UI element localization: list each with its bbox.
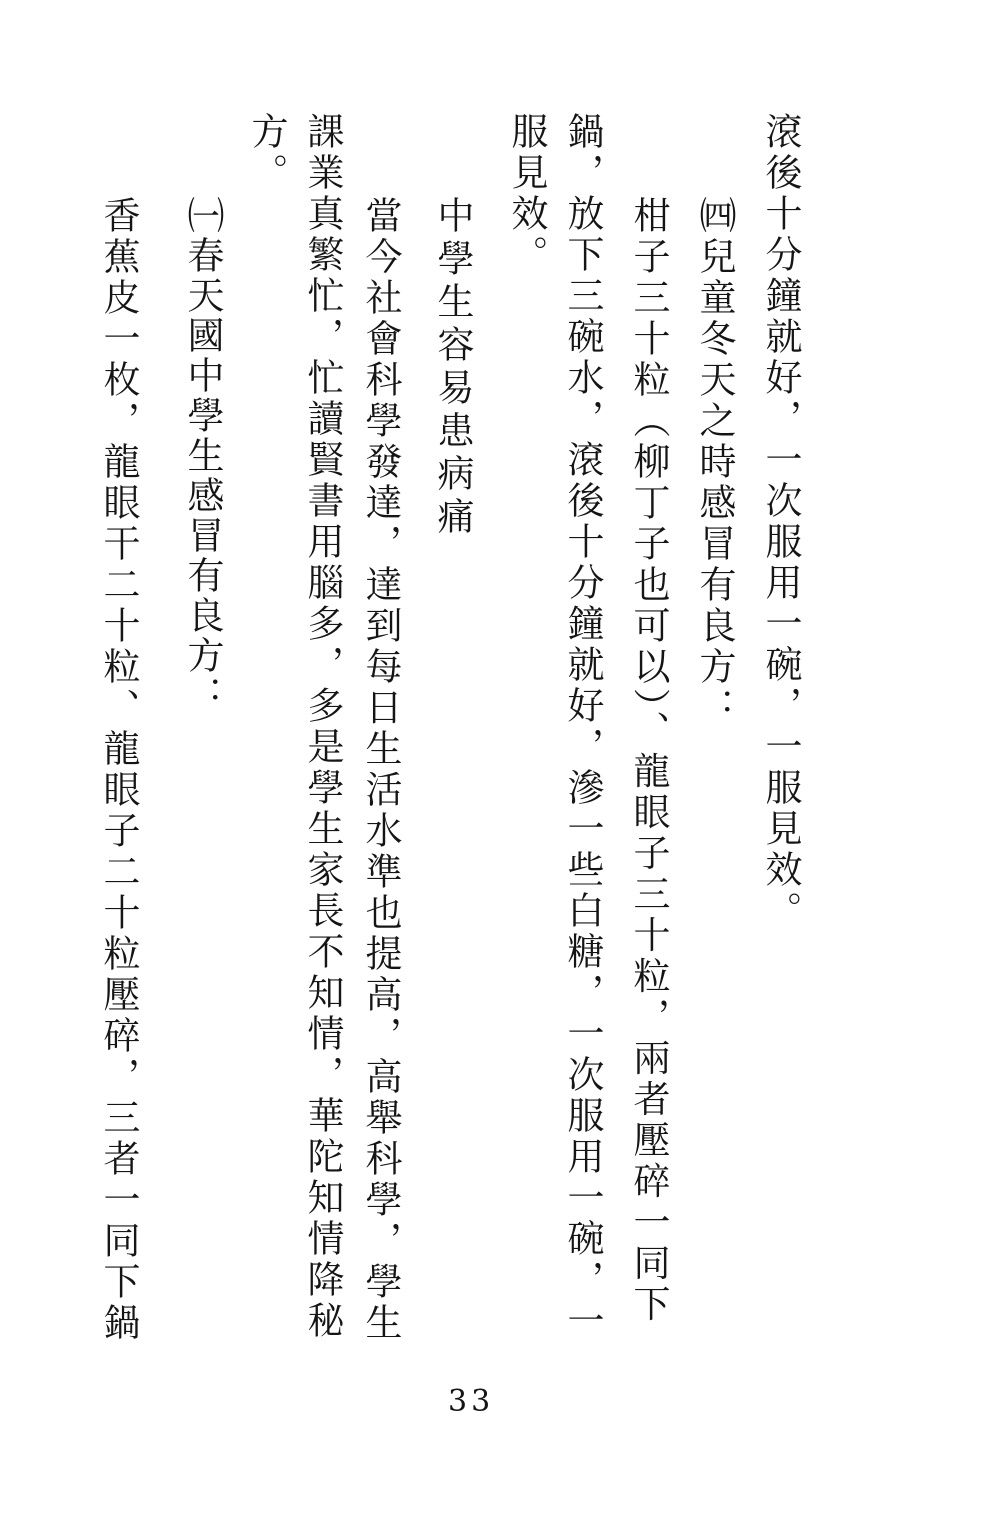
text-column-11: 香蕉皮一枚，龍眼干二十粒、龍眼子二十粒壓碎，三者一同下鍋 (97, 196, 140, 1344)
text-column-4: 鍋，放下三碗水，滾後十分鐘就好，滲一些白糖，一次服用一碗，一 (561, 112, 604, 1342)
text-column-5: 服見效。 (505, 112, 548, 276)
text-column-9: 方。 (245, 112, 288, 194)
section-title: 中學生容易患病痛 (431, 196, 474, 540)
text-column-2-heading: ㈣兒童冬天之時感冒有良方： (693, 196, 736, 729)
text-column-7: 當今社會科學發達，達到每日生活水準也提高，高舉科學，學生 (359, 196, 402, 1344)
page-number: 33 (448, 1384, 495, 1419)
text-column-8: 課業真繁忙，忙讀賢書用腦多，多是學生家長不知情，華陀知情降秘 (301, 112, 344, 1342)
text-column-1: 滾後十分鐘就好，一次服用一碗，一服見效。 (759, 112, 802, 932)
text-column-10-heading: ㈠春天國中學生感冒有良方： (181, 196, 224, 716)
text-column-3: 柑子三十粒（柳丁子也可以）、龍眼子三十粒，兩者壓碎一同下 (627, 196, 670, 1326)
